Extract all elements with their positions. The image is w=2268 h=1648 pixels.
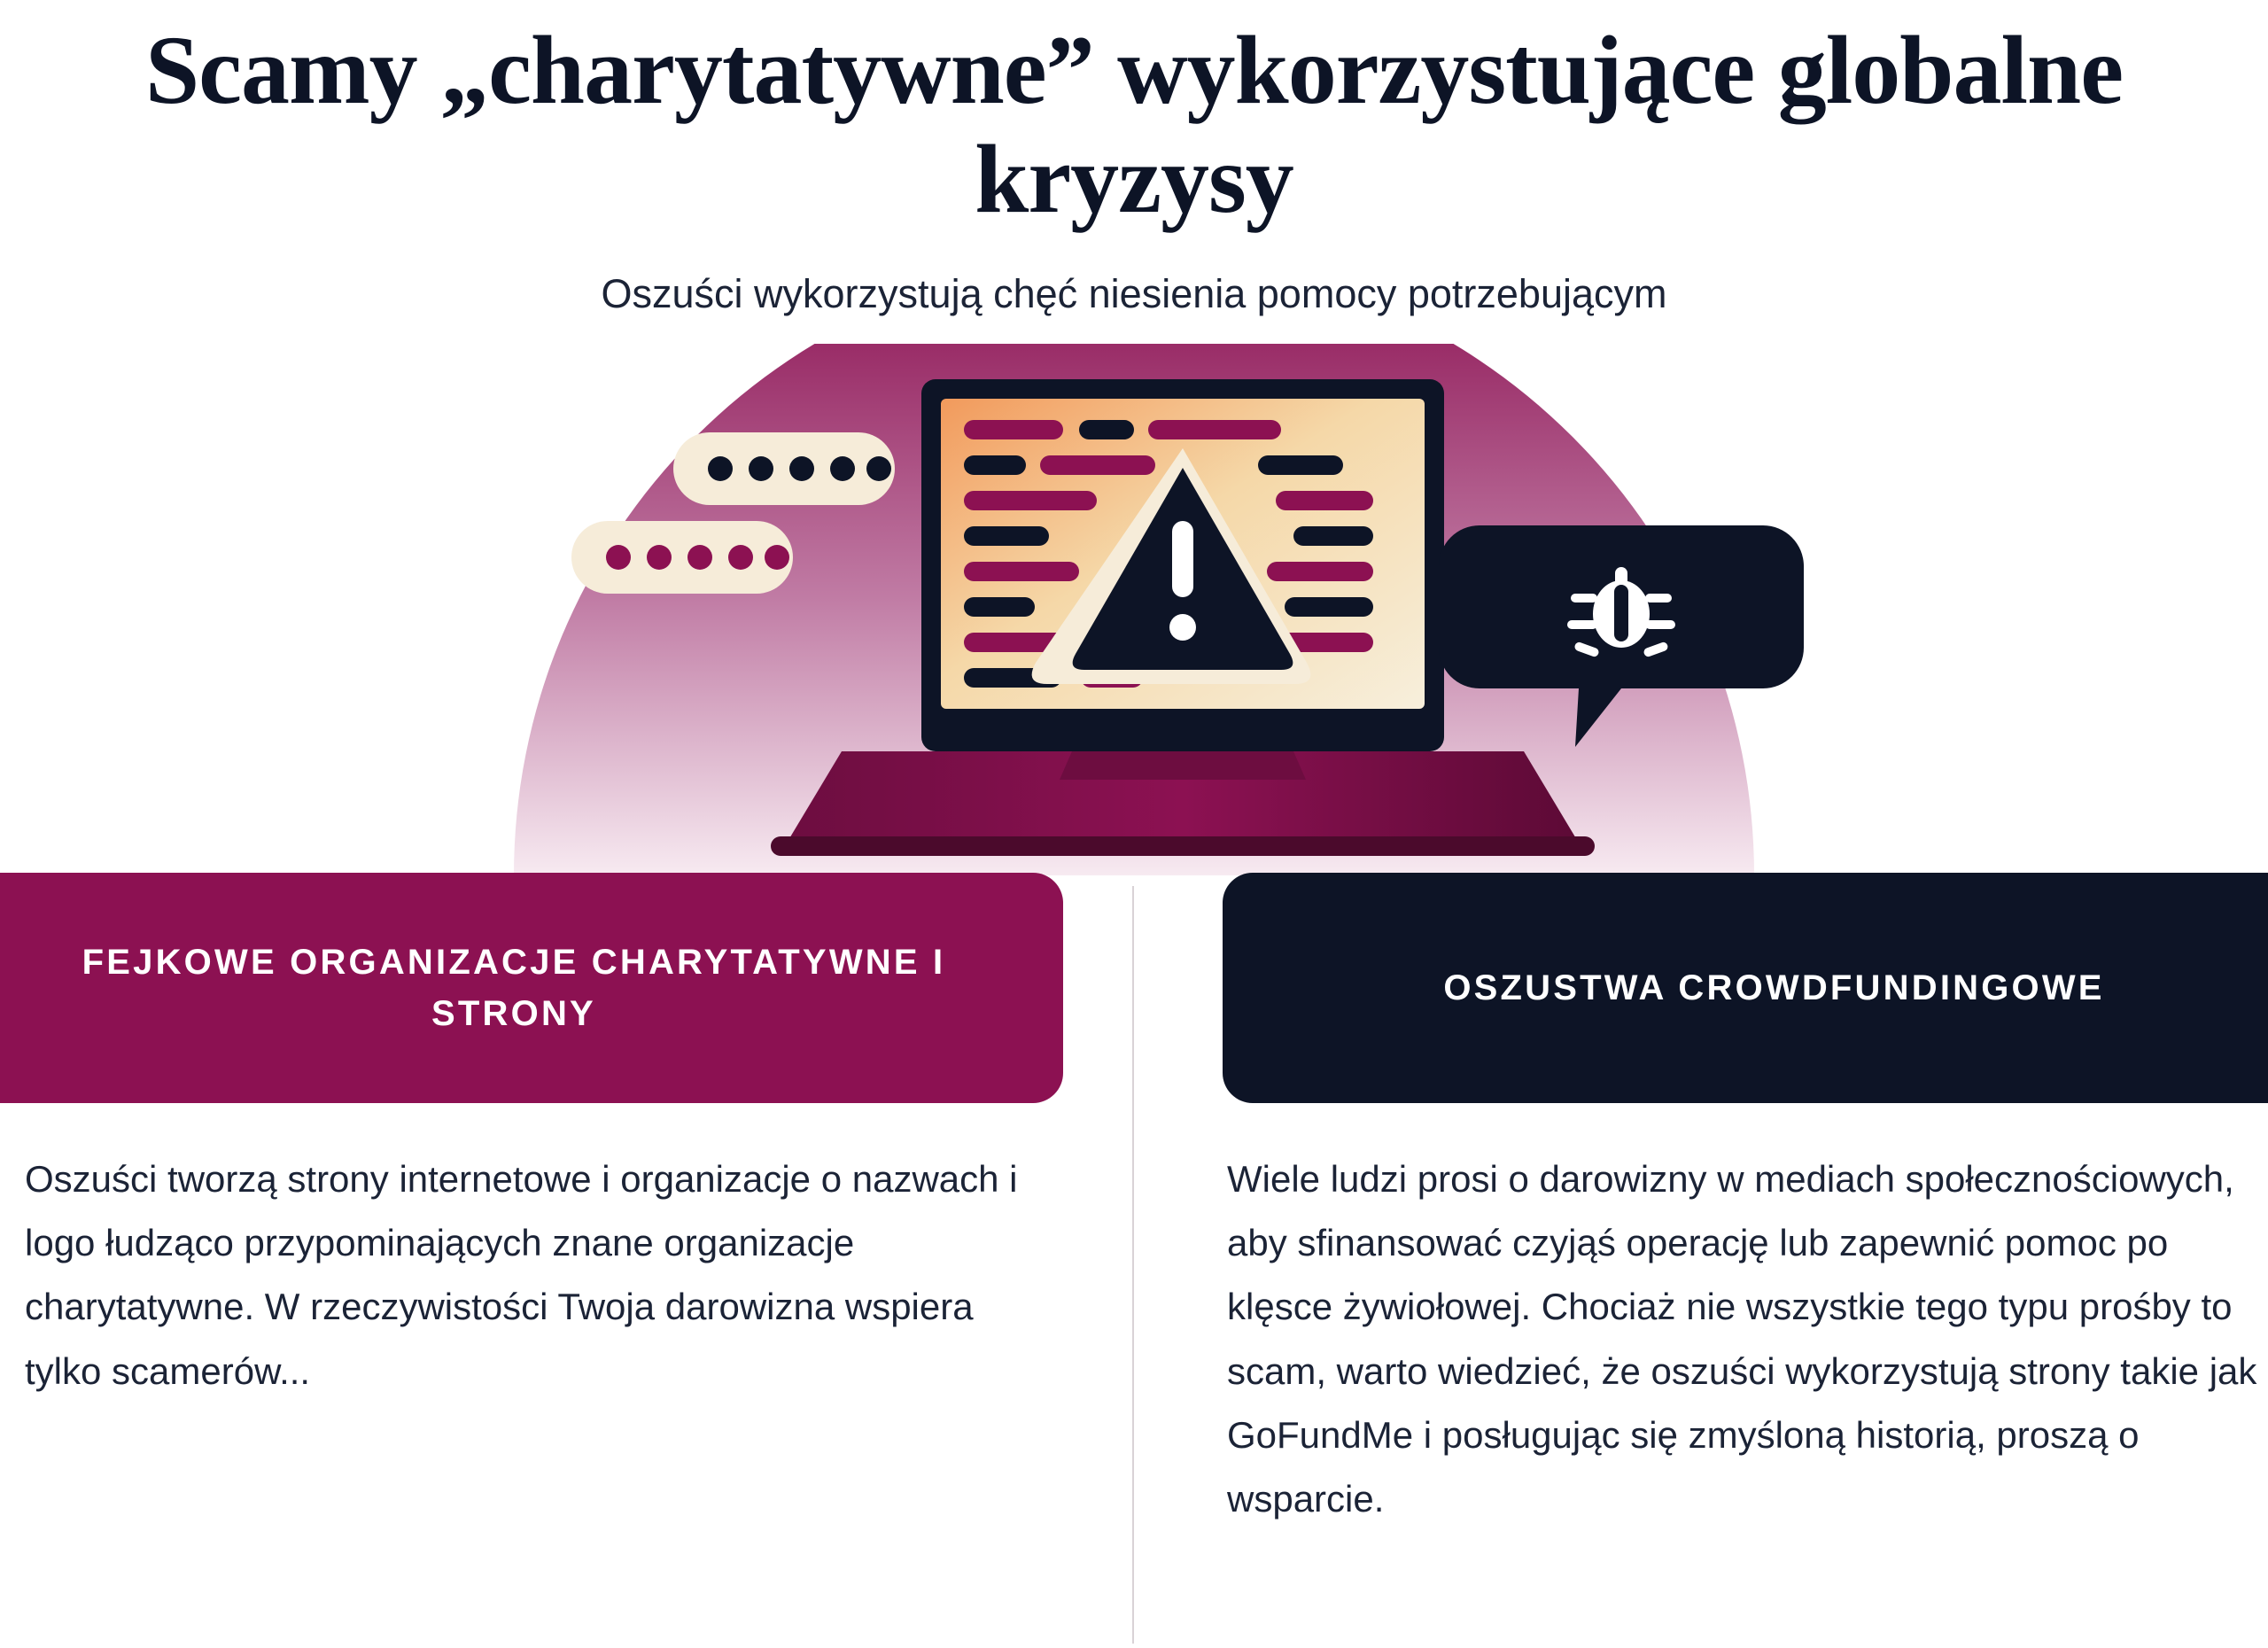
page-title: Scamy „charytatywne” wykorzystujące globalne kryzysy bbox=[144, 16, 2124, 234]
card-heading-fake-charities: FEJKOWE ORGANIZACJE CHARYTATYWNE I STRONY bbox=[0, 873, 1063, 1103]
illustration-svg bbox=[221, 344, 2047, 875]
password-dots-icon-1 bbox=[673, 432, 895, 505]
card-body-crowdfunding: Wiele ludzi prosi o darowizny w mediach społecznościowych, aby sfinansować czyjąś operację lub zapewnić pomoc po klęsce żywiołowej. Chociaż nie wszystkie tego typu prośby to scam, warto wiedzieć, że oszuści wykorzystują strony takie jak GoFundMe i posługując się zmyśloną historią, proszą o wsparcie. bbox=[1227, 1158, 2257, 1520]
illustration-canvas bbox=[221, 344, 2047, 875]
card-body-fake-charities: Oszuści tworzą strony internetowe i organizacje o nazwach i logo łudząco przypominających znane organizacje charytatywne. W rzeczywistości Twoja darowizna wspiera tylko scamerów... bbox=[25, 1158, 1018, 1392]
password-dots-icon-2 bbox=[571, 521, 793, 594]
page-header bbox=[0, 0, 2268, 317]
laptop-base-edge bbox=[771, 836, 1595, 856]
card-headings bbox=[0, 873, 2268, 1112]
laptop-trackpad bbox=[1060, 751, 1306, 780]
illustration bbox=[0, 344, 2268, 875]
page-subtitle: Oszuści wykorzystują chęć niesienia pomocy potrzebującym bbox=[601, 271, 1667, 317]
card-heading-crowdfunding: OSZUSTWA CROWDFUNDINGOWE bbox=[1223, 873, 2268, 1103]
